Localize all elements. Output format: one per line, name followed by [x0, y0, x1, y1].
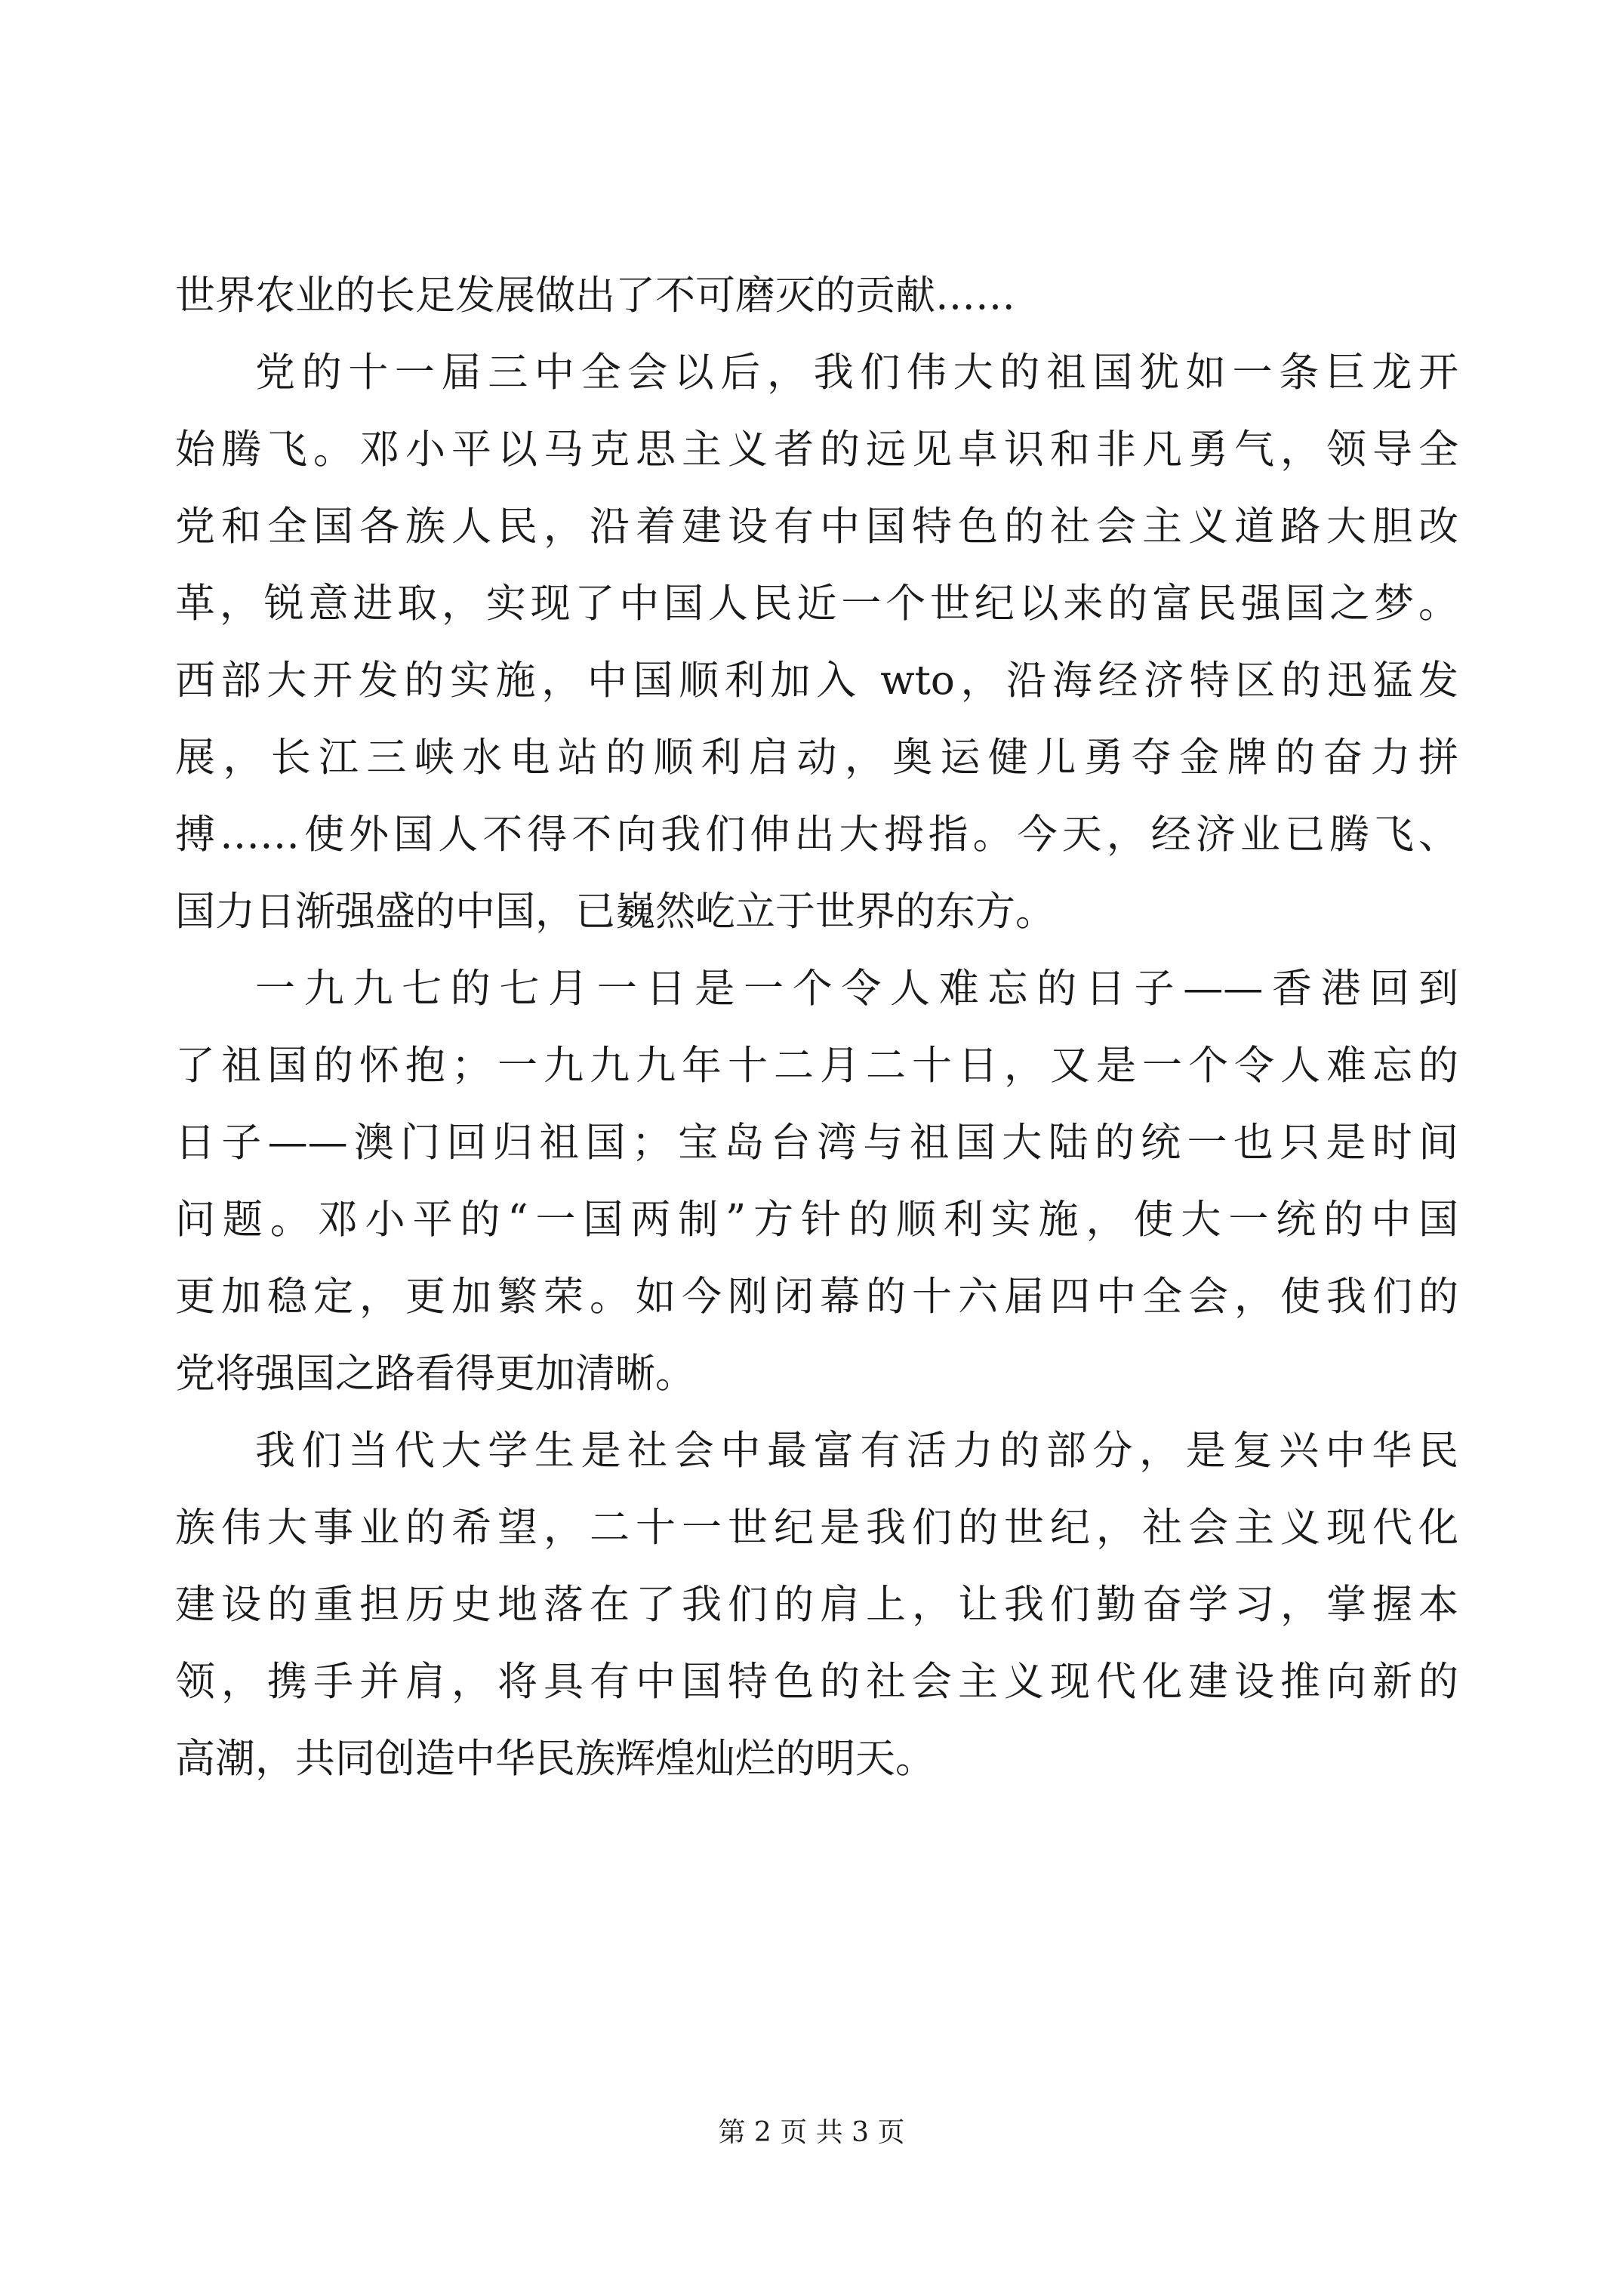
- text-line: 党将强国之路看得更加清晰。: [175, 1351, 695, 1397]
- text-line: 问题。邓小平的“一国两制”方针的顺利实施，使大一统的中国: [175, 1197, 1458, 1243]
- text-line: 搏……使外国人不得不向我们伸出大拇指。今天，经济业已腾飞、: [175, 812, 1458, 858]
- text-line: 领，携手并肩，将具有中国特色的社会主义现代化建设推向新的: [175, 1659, 1458, 1705]
- text-line: 世界农业的长足发展做出了不可磨灭的贡献……: [175, 273, 1015, 319]
- paragraph: [175, 334, 1458, 951]
- text-line: 高潮，共同创造中华民族辉煌灿烂的明天。: [175, 1736, 935, 1782]
- text-line: 建设的重担历史地落在了我们的肩上，让我们勤奋学习，掌握本: [175, 1582, 1458, 1628]
- text-line: 党的十一届三中全会以后，我们伟大的祖国犹如一条巨龙开: [255, 350, 1458, 396]
- body-text: [175, 257, 1458, 1798]
- text-line: 更加稳定，更加繁荣。如今刚闭幕的十六届四中全会，使我们的: [175, 1274, 1458, 1320]
- text-line: 日子——澳门回归祖国；宝岛台湾与祖国大陆的统一也只是时间: [175, 1120, 1458, 1166]
- text-line: 了祖国的怀抱；一九九九年十二月二十日，又是一个令人难忘的: [175, 1043, 1458, 1089]
- paragraph: [175, 257, 1458, 334]
- text-line: 西部大开发的实施，中国顺利加入 wto，沿海经济特区的迅猛发: [175, 658, 1458, 704]
- paragraph: [175, 951, 1458, 1413]
- text-line: 我们当代大学生是社会中最富有活力的部分，是复兴中华民: [255, 1428, 1458, 1474]
- text-line: 党和全国各族人民，沿着建设有中国特色的社会主义道路大胆改: [175, 504, 1458, 550]
- text-line: 革，锐意进取，实现了中国人民近一个世纪以来的富民强国之梦。: [175, 581, 1458, 627]
- page-footer: 第 2 页 共 3 页: [718, 2117, 905, 2148]
- text-line: 始腾飞。邓小平以马克思主义者的远见卓识和非凡勇气，领导全: [175, 427, 1458, 473]
- text-line: 展，长江三峡水电站的顺利启动，奥运健儿勇夺金牌的奋力拼: [175, 735, 1458, 781]
- text-line: 族伟大事业的希望，二十一世纪是我们的世纪，社会主义现代化: [175, 1505, 1458, 1551]
- paragraph: [175, 1413, 1458, 1798]
- text-line: 国力日渐强盛的中国，已巍然屹立于世界的东方。: [175, 889, 1055, 935]
- text-line: 一九九七的七月一日是一个令人难忘的日子——香港回到: [255, 966, 1458, 1012]
